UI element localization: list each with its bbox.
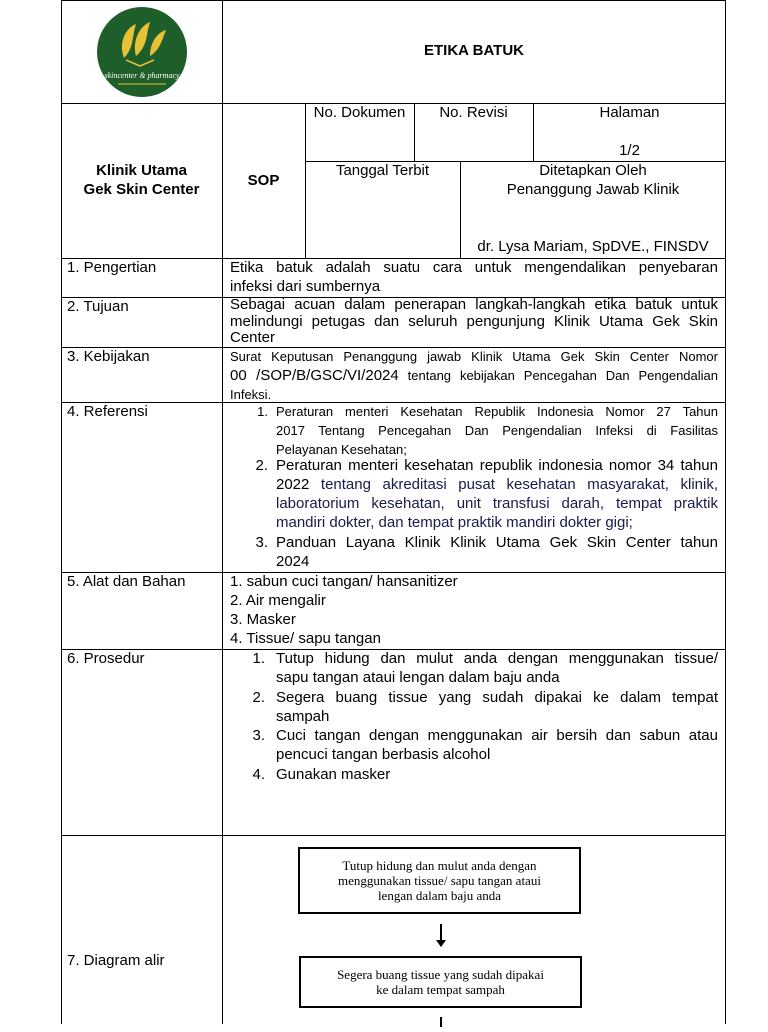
pengertian-text: Etika batuk adalah suatu cara untuk mengendalikan penyebaran infeksi dari sumbernya <box>230 259 718 295</box>
section-label-referensi: 4. Referensi <box>67 403 148 420</box>
flow-step-box: Tutup hidung dan mulut anda dengan menggunakan tissue/ sapu tangan ataui lengan dalam baju anda <box>298 847 581 914</box>
row-divider <box>61 835 726 836</box>
column-divider <box>222 0 223 1024</box>
sop-label: SOP <box>247 172 280 189</box>
tujuan-text: Sebagai acuan dalam penerapan langkah-langkah etika batuk untuk melindungi petugas dan seluruh pengunjung Klinik Utama Gek Skin Center <box>230 296 718 346</box>
document-title: ETIKA BATUK <box>424 42 524 59</box>
list-item: 3. Masker <box>230 611 296 628</box>
flow-step-box: Segera buang tissue yang sudah dipakai ke dalam tempat sampah <box>299 956 582 1008</box>
list-item: 1. sabun cuci tangan/ hansanitizer <box>230 573 458 590</box>
section-label-pengertian: 1. Pengertian <box>67 259 157 276</box>
kebijakan-text: Surat Keputusan Penanggung jawab Klinik Utama Gek Skin Center Nomor 00 /SOP/B/GSC/VI/2024 tentang kebijakan Pencegahan Dan Pengendalian Infeksi. <box>230 349 718 402</box>
list-item: 2. Air mengalir <box>230 592 326 609</box>
approved-by-role: Penanggung Jawab Klinik <box>506 181 680 198</box>
clinic-name-line2: Gek Skin Center <box>83 181 200 198</box>
table-border-left <box>61 0 62 1024</box>
flow-arrow <box>433 1014 449 1024</box>
section-label-diagram: 7. Diagram alir <box>67 952 165 969</box>
clinic-name-line1: Klinik Utama <box>96 162 187 179</box>
section-label-prosedur: 6. Prosedur <box>67 650 145 667</box>
approver-name: dr. Lysa Mariam, SpDVE., FINSDV <box>477 238 709 255</box>
svg-text:skincenter & pharmacy: skincenter & pharmacy <box>104 71 180 80</box>
section-label-alat: 5. Alat dan Bahan <box>67 573 186 590</box>
table-border-top <box>61 0 726 1</box>
list-item: 4. Tissue/ sapu tangan <box>230 630 381 647</box>
revision-label: No. Revisi <box>439 104 508 121</box>
flow-arrow <box>433 924 449 948</box>
section-label-kebijakan: 3. Kebijakan <box>67 348 150 365</box>
page-value: 1/2 <box>619 142 640 159</box>
page-label: Halaman <box>599 104 660 121</box>
doc-number-label: No. Dokumen <box>313 104 406 121</box>
section-label-tujuan: 2. Tujuan <box>67 298 129 315</box>
approved-by-label: Ditetapkan Oleh <box>539 162 647 179</box>
issue-date-label: Tanggal Terbit <box>335 162 430 179</box>
sop-divider <box>305 103 306 258</box>
clinic-logo <box>96 6 188 98</box>
